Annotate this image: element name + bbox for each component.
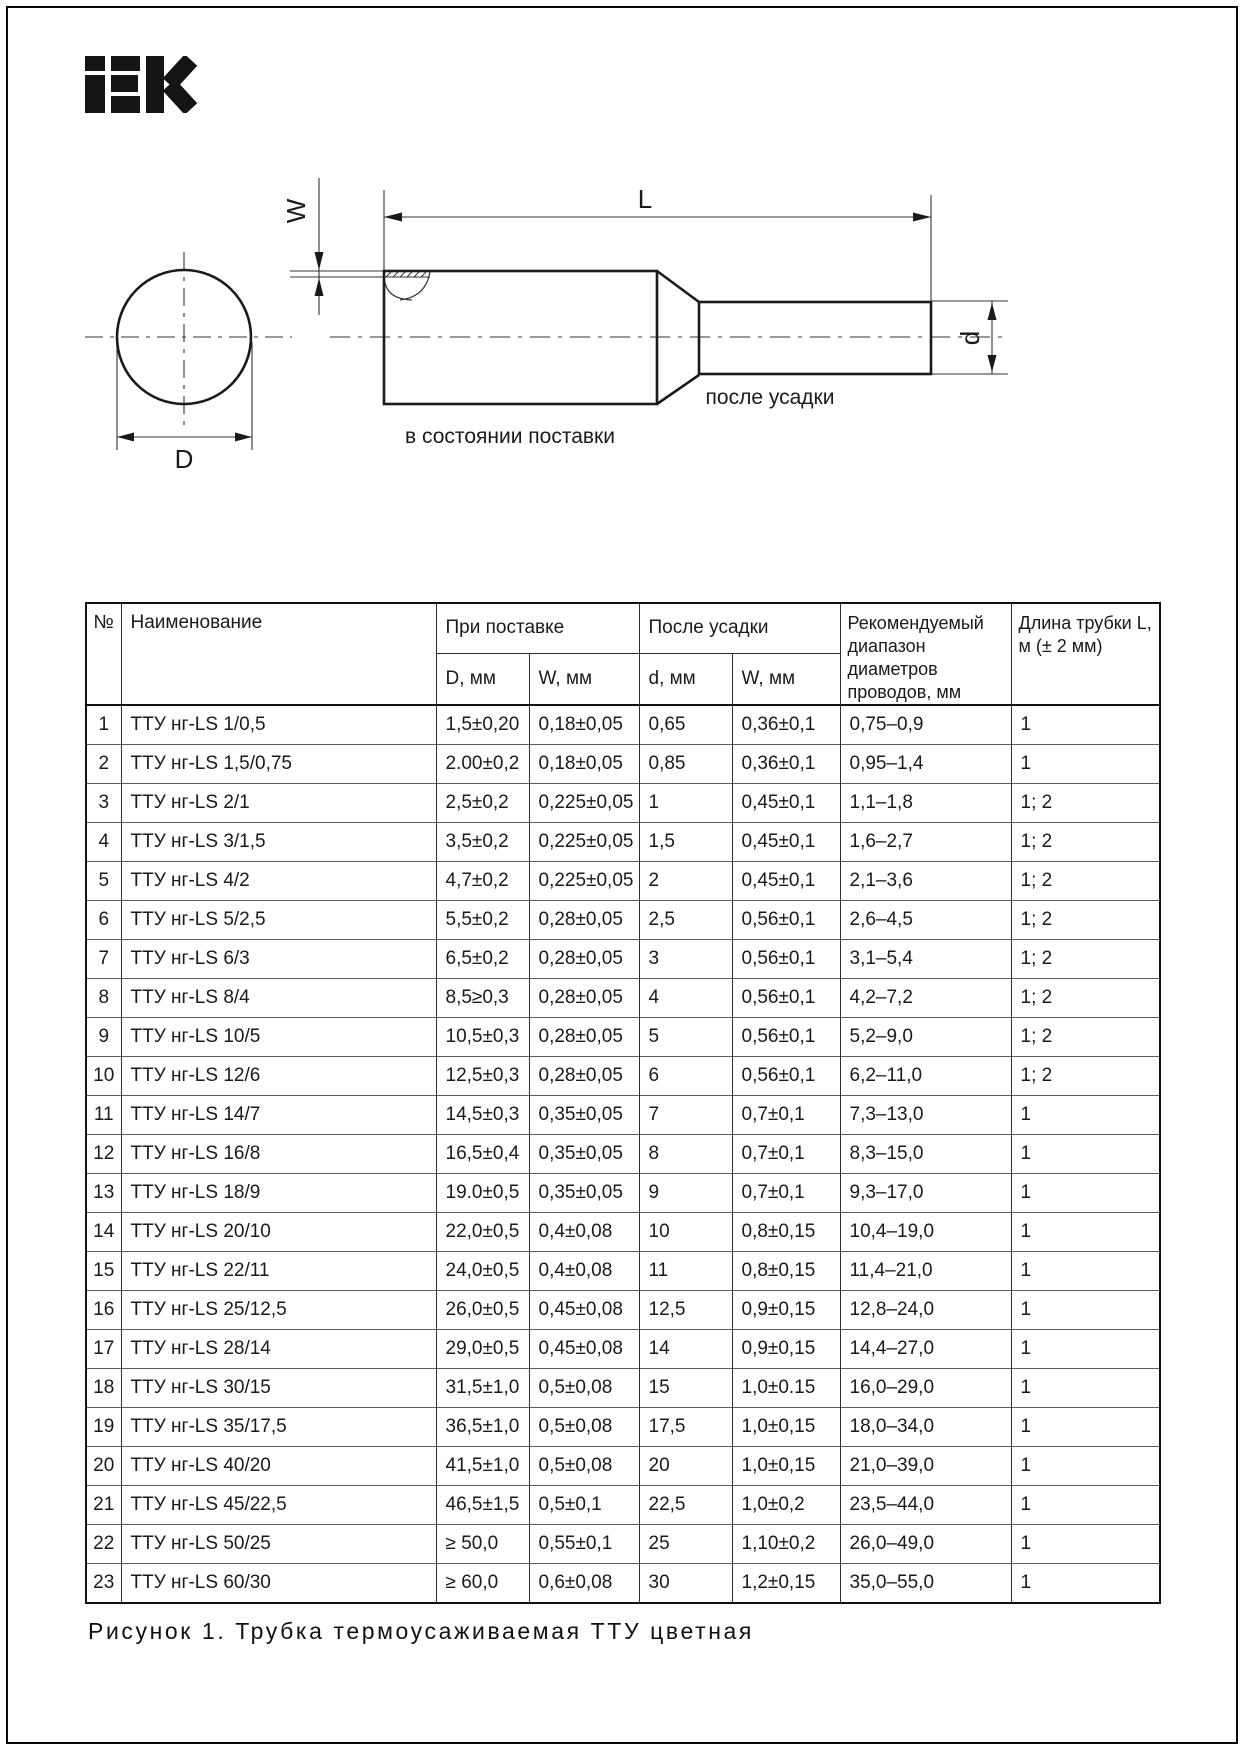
cell-value: 0,36±0,1: [732, 745, 840, 784]
cell-value: 16,0–29,0: [840, 1369, 1011, 1408]
cell-value: 1: [1011, 1525, 1160, 1564]
cell-value: 3: [639, 940, 732, 979]
cell-value: 2.00±0,2: [436, 745, 529, 784]
cell-value: 7,3–13,0: [840, 1096, 1011, 1135]
cell-value: 26,0–49,0: [840, 1525, 1011, 1564]
cell-value: 14,4–27,0: [840, 1330, 1011, 1369]
cell-name: ТТУ нг-LS 30/15: [121, 1369, 436, 1408]
cell-name: ТТУ нг-LS 16/8: [121, 1135, 436, 1174]
cell-name: ТТУ нг-LS 50/25: [121, 1525, 436, 1564]
cell-value: 0,7±0,1: [732, 1135, 840, 1174]
cell-value: 6,5±0,2: [436, 940, 529, 979]
cell-value: 0,8±0,15: [732, 1252, 840, 1291]
cell-name: ТТУ нг-LS 8/4: [121, 979, 436, 1018]
cell-value: 25: [639, 1525, 732, 1564]
column-group-shrunk: После усадки: [639, 603, 840, 653]
cell-value: 8,5≥0,3: [436, 979, 529, 1018]
column-header-length: Длина трубки L, м (± 2 мм): [1011, 603, 1160, 705]
table-row: [86, 1252, 1160, 1291]
cell-value: 1,1–1,8: [840, 784, 1011, 823]
table-row: [86, 745, 1160, 784]
cell-value: 5: [639, 1018, 732, 1057]
cell-value: 11: [639, 1252, 732, 1291]
label-d: d: [955, 330, 985, 346]
cell-name: ТТУ нг-LS 10/5: [121, 1018, 436, 1057]
cell-value: 0,28±0,05: [529, 940, 639, 979]
cell-num: 8: [86, 979, 121, 1018]
cell-value: 14: [639, 1330, 732, 1369]
cell-value: 8: [639, 1135, 732, 1174]
cell-value: 0,4±0,08: [529, 1213, 639, 1252]
cell-value: 1: [1011, 1096, 1160, 1135]
label-state-shrunk: после усадки: [705, 386, 835, 409]
column-header-name: Наименование: [121, 603, 436, 705]
cell-num: 2: [86, 745, 121, 784]
cell-value: 22,5: [639, 1486, 732, 1525]
cell-num: 9: [86, 1018, 121, 1057]
cell-value: 0,45±0,1: [732, 823, 840, 862]
column-header-shrunk-w: W, мм: [732, 653, 840, 705]
cell-name: ТТУ нг-LS 1,5/0,75: [121, 745, 436, 784]
column-header-range: Рекомендуемый диапазон диаметров проводов, мм: [840, 603, 1011, 705]
cell-value: 0,5±0,1: [529, 1486, 639, 1525]
cell-value: 16,5±0,4: [436, 1135, 529, 1174]
cell-value: 0,225±0,05: [529, 784, 639, 823]
cell-value: 4: [639, 979, 732, 1018]
cell-value: 46,5±1,5: [436, 1486, 529, 1525]
cell-value: 0,4±0,08: [529, 1252, 639, 1291]
cell-num: 7: [86, 940, 121, 979]
cell-value: 1: [1011, 1135, 1160, 1174]
cell-value: 0,56±0,1: [732, 1057, 840, 1096]
cell-value: 0,28±0,05: [529, 1018, 639, 1057]
cell-value: 1,0±0.15: [732, 1369, 840, 1408]
cell-num: 13: [86, 1174, 121, 1213]
cell-value: 22,0±0,5: [436, 1213, 529, 1252]
table-row: [86, 862, 1160, 901]
cell-num: 6: [86, 901, 121, 940]
cell-name: ТТУ нг-LS 20/10: [121, 1213, 436, 1252]
cell-name: ТТУ нг-LS 35/17,5: [121, 1408, 436, 1447]
cell-value: 0,85: [639, 745, 732, 784]
cell-value: 1: [1011, 1564, 1160, 1604]
cell-value: 24,0±0,5: [436, 1252, 529, 1291]
cell-value: 12,5±0,3: [436, 1057, 529, 1096]
cell-value: 12,5: [639, 1291, 732, 1330]
table-row: [86, 901, 1160, 940]
cell-name: ТТУ нг-LS 28/14: [121, 1330, 436, 1369]
cell-value: 1: [1011, 745, 1160, 784]
cell-value: 0,18±0,05: [529, 705, 639, 745]
cell-name: ТТУ нг-LS 40/20: [121, 1447, 436, 1486]
cell-value: 1: [1011, 1330, 1160, 1369]
cell-num: 18: [86, 1369, 121, 1408]
figure-caption: Рисунок 1. Трубка термоусаживаемая ТТУ цветная: [88, 1618, 754, 1644]
cell-num: 23: [86, 1564, 121, 1604]
cell-name: ТТУ нг-LS 2/1: [121, 784, 436, 823]
cell-value: 1; 2: [1011, 901, 1160, 940]
cell-value: 2,1–3,6: [840, 862, 1011, 901]
cell-value: 1,5: [639, 823, 732, 862]
cell-value: 1; 2: [1011, 862, 1160, 901]
cell-value: 0,28±0,05: [529, 979, 639, 1018]
cell-value: 0,35±0,05: [529, 1174, 639, 1213]
cell-num: 12: [86, 1135, 121, 1174]
cell-value: 1: [1011, 1408, 1160, 1447]
cell-num: 14: [86, 1213, 121, 1252]
cell-value: 3,5±0,2: [436, 823, 529, 862]
cell-value: 0,7±0,1: [732, 1096, 840, 1135]
cell-value: 0,56±0,1: [732, 940, 840, 979]
tube-shrunk-outline: [699, 302, 931, 374]
table-row: [86, 823, 1160, 862]
label-D: D: [174, 444, 194, 474]
cell-value: 12,8–24,0: [840, 1291, 1011, 1330]
cell-num: 17: [86, 1330, 121, 1369]
table-row: [86, 1369, 1160, 1408]
cell-num: 15: [86, 1252, 121, 1291]
cell-name: ТТУ нг-LS 3/1,5: [121, 823, 436, 862]
cell-value: 0,35±0,05: [529, 1135, 639, 1174]
cell-value: 1; 2: [1011, 979, 1160, 1018]
cell-name: ТТУ нг-LS 14/7: [121, 1096, 436, 1135]
cell-num: 11: [86, 1096, 121, 1135]
cell-value: 0,9±0,15: [732, 1291, 840, 1330]
cell-value: 2: [639, 862, 732, 901]
cell-num: 21: [86, 1486, 121, 1525]
table-row: [86, 1018, 1160, 1057]
label-W: W: [281, 198, 311, 224]
cell-value: 0,36±0,1: [732, 705, 840, 745]
cell-value: 0,35±0,05: [529, 1096, 639, 1135]
cell-value: 41,5±1,0: [436, 1447, 529, 1486]
column-header-supply-d: D, мм: [436, 653, 529, 705]
heat-shrink-tube-drawing: [0, 0, 1244, 520]
cell-value: 10,4–19,0: [840, 1213, 1011, 1252]
cell-value: 0,45±0,1: [732, 862, 840, 901]
cell-value: 0,5±0,08: [529, 1408, 639, 1447]
cell-value: 17,5: [639, 1408, 732, 1447]
cell-value: 14,5±0,3: [436, 1096, 529, 1135]
cell-value: 1: [1011, 1369, 1160, 1408]
cell-num: 4: [86, 823, 121, 862]
cell-value: 1,0±0,15: [732, 1408, 840, 1447]
cell-value: 35,0–55,0: [840, 1564, 1011, 1604]
cell-value: 1: [1011, 1252, 1160, 1291]
cell-value: 0,56±0,1: [732, 901, 840, 940]
cell-value: 18,0–34,0: [840, 1408, 1011, 1447]
table-row: [86, 1057, 1160, 1096]
cell-value: 19.0±0,5: [436, 1174, 529, 1213]
cell-value: 0,45±0,1: [732, 784, 840, 823]
spec-table-header: [86, 603, 1160, 705]
cell-value: 1,0±0,15: [732, 1447, 840, 1486]
cell-value: 0,45±0,08: [529, 1330, 639, 1369]
cell-num: 5: [86, 862, 121, 901]
cell-value: 5,5±0,2: [436, 901, 529, 940]
cell-value: 0,56±0,1: [732, 1018, 840, 1057]
column-group-supply: При поставке: [436, 603, 639, 653]
cell-value: 2,5: [639, 901, 732, 940]
cell-value: 0,9±0,15: [732, 1330, 840, 1369]
cell-name: ТТУ нг-LS 4/2: [121, 862, 436, 901]
cell-num: 1: [86, 705, 121, 745]
table-row: [86, 940, 1160, 979]
cell-value: 1: [1011, 1486, 1160, 1525]
cell-value: 0,45±0,08: [529, 1291, 639, 1330]
cell-value: 0,55±0,1: [529, 1525, 639, 1564]
cell-value: 9: [639, 1174, 732, 1213]
cell-value: 0,56±0,1: [732, 979, 840, 1018]
cell-value: ≥ 50,0: [436, 1525, 529, 1564]
cell-value: 1; 2: [1011, 784, 1160, 823]
cell-value: 8,3–15,0: [840, 1135, 1011, 1174]
cell-value: 1: [1011, 1213, 1160, 1252]
table-row: [86, 705, 1160, 745]
cell-num: 20: [86, 1447, 121, 1486]
cell-value: 30: [639, 1564, 732, 1604]
cell-value: 1: [639, 784, 732, 823]
cell-value: 21,0–39,0: [840, 1447, 1011, 1486]
cell-value: 5,2–9,0: [840, 1018, 1011, 1057]
cell-num: 3: [86, 784, 121, 823]
cell-name: ТТУ нг-LS 25/12,5: [121, 1291, 436, 1330]
table-row: [86, 1330, 1160, 1369]
cell-value: 7: [639, 1096, 732, 1135]
label-state-supply: в состоянии поставки: [405, 425, 615, 448]
table-row: [86, 1408, 1160, 1447]
table-row: [86, 1174, 1160, 1213]
cell-value: 0,7±0,1: [732, 1174, 840, 1213]
cell-value: 1: [1011, 705, 1160, 745]
cell-value: 0,225±0,05: [529, 823, 639, 862]
cell-value: 6,2–11,0: [840, 1057, 1011, 1096]
cell-value: 0,5±0,08: [529, 1369, 639, 1408]
cell-value: 0,28±0,05: [529, 1057, 639, 1096]
cell-value: 1: [1011, 1174, 1160, 1213]
cell-name: ТТУ нг-LS 60/30: [121, 1564, 436, 1604]
cell-value: ≥ 60,0: [436, 1564, 529, 1604]
cell-value: 1; 2: [1011, 1057, 1160, 1096]
cell-value: 9,3–17,0: [840, 1174, 1011, 1213]
cell-value: 0,225±0,05: [529, 862, 639, 901]
column-header-shrunk-d: d, мм: [639, 653, 732, 705]
cell-value: 1,2±0,15: [732, 1564, 840, 1604]
cell-name: ТТУ нг-LS 6/3: [121, 940, 436, 979]
cell-value: 31,5±1,0: [436, 1369, 529, 1408]
cell-value: 2,5±0,2: [436, 784, 529, 823]
cell-num: 22: [86, 1525, 121, 1564]
cell-name: ТТУ нг-LS 22/11: [121, 1252, 436, 1291]
cell-value: 0,18±0,05: [529, 745, 639, 784]
cell-value: 1; 2: [1011, 1018, 1160, 1057]
table-row: [86, 1291, 1160, 1330]
cell-value: 0,75–0,9: [840, 705, 1011, 745]
cell-value: 1,6–2,7: [840, 823, 1011, 862]
cell-value: 10,5±0,3: [436, 1018, 529, 1057]
table-row: [86, 979, 1160, 1018]
cell-value: 1: [1011, 1447, 1160, 1486]
label-L: L: [637, 184, 653, 214]
cell-value: 0,6±0,08: [529, 1564, 639, 1604]
cell-num: 16: [86, 1291, 121, 1330]
table-row: [86, 1564, 1160, 1604]
spec-table: [85, 602, 1161, 1604]
table-row: [86, 1135, 1160, 1174]
cell-name: ТТУ нг-LS 45/22,5: [121, 1486, 436, 1525]
cell-value: 1,10±0,2: [732, 1525, 840, 1564]
cell-name: ТТУ нг-LS 18/9: [121, 1174, 436, 1213]
cell-value: 2,6–4,5: [840, 901, 1011, 940]
table-row: [86, 1447, 1160, 1486]
cell-value: 1: [1011, 1291, 1160, 1330]
cell-value: 0,65: [639, 705, 732, 745]
cell-value: 0,5±0,08: [529, 1447, 639, 1486]
cell-value: 6: [639, 1057, 732, 1096]
cell-value: 4,2–7,2: [840, 979, 1011, 1018]
cell-value: 29,0±0,5: [436, 1330, 529, 1369]
cell-value: 23,5–44,0: [840, 1486, 1011, 1525]
cell-value: 1,5±0,20: [436, 705, 529, 745]
cell-value: 4,7±0,2: [436, 862, 529, 901]
table-row: [86, 1213, 1160, 1252]
cell-value: 1; 2: [1011, 823, 1160, 862]
cell-value: 0,28±0,05: [529, 901, 639, 940]
cell-name: ТТУ нг-LS 1/0,5: [121, 705, 436, 745]
column-header-supply-w: W, мм: [529, 653, 639, 705]
cell-name: ТТУ нг-LS 5/2,5: [121, 901, 436, 940]
table-row: [86, 1486, 1160, 1525]
cell-num: 10: [86, 1057, 121, 1096]
table-row: [86, 784, 1160, 823]
cell-name: ТТУ нг-LS 12/6: [121, 1057, 436, 1096]
cell-value: 0,8±0,15: [732, 1213, 840, 1252]
cell-num: 19: [86, 1408, 121, 1447]
cell-value: 15: [639, 1369, 732, 1408]
cell-value: 3,1–5,4: [840, 940, 1011, 979]
cell-value: 0,95–1,4: [840, 745, 1011, 784]
cell-value: 36,5±1,0: [436, 1408, 529, 1447]
cell-value: 10: [639, 1213, 732, 1252]
column-header-num: №: [86, 603, 121, 705]
cell-value: 20: [639, 1447, 732, 1486]
spec-table-body: [86, 705, 1160, 1603]
cell-value: 11,4–21,0: [840, 1252, 1011, 1291]
cell-value: 26,0±0,5: [436, 1291, 529, 1330]
cell-value: 1; 2: [1011, 940, 1160, 979]
table-row: [86, 1096, 1160, 1135]
cell-value: 1,0±0,2: [732, 1486, 840, 1525]
table-row: [86, 1525, 1160, 1564]
